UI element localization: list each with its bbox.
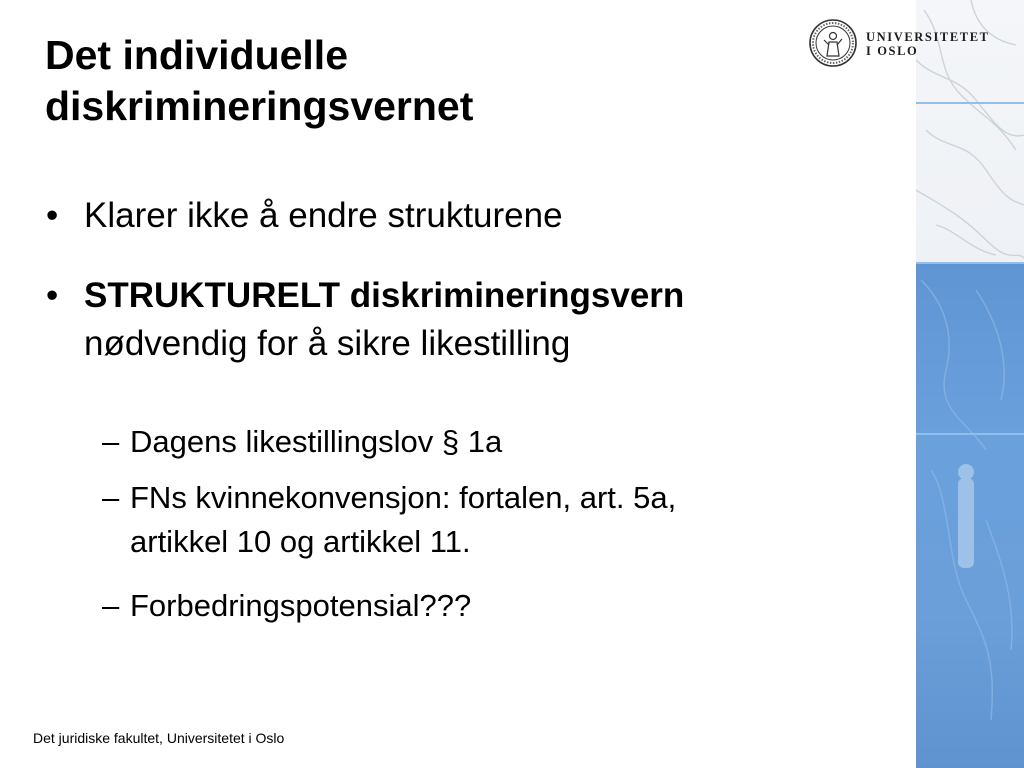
logo-text xyxy=(866,30,990,58)
bullet-marker: • xyxy=(46,276,59,315)
bullet-text: Klarer ikke å endre strukturene xyxy=(84,196,563,235)
logo-line-2: I OSLO xyxy=(866,44,919,58)
bullet-item xyxy=(46,272,906,368)
sub-marker: – xyxy=(102,424,120,459)
sub-text: Dagens likestillingslov § 1a xyxy=(130,424,503,459)
bullet-item xyxy=(46,192,563,240)
strip-rule-bottom xyxy=(916,433,1024,435)
bullet-bold-text: STRUKTURELT diskrimineringsvern xyxy=(84,276,685,315)
sub-list-item xyxy=(102,584,471,628)
sub-text-block xyxy=(130,476,862,564)
sub-list-item xyxy=(102,420,502,464)
sub-text: Forbedringspotensial??? xyxy=(130,588,472,623)
sub-text-line-2: artikkel 10 og artikkel 11. xyxy=(130,524,471,559)
title-line-2: diskrimineringsvernet xyxy=(45,83,474,129)
bullet-text: nødvendig for å sikre likestilling xyxy=(84,324,571,363)
university-seal-icon xyxy=(808,18,858,68)
sub-marker: – xyxy=(102,480,120,515)
strip-rule-middle xyxy=(916,262,1024,264)
decorative-side-strip xyxy=(916,0,1024,768)
footer-text: Det juridiske fakultet, Universitetet i Oslo xyxy=(33,730,285,746)
strip-rule-top xyxy=(916,102,1024,104)
strip-sketch-art xyxy=(916,0,1024,768)
bullet-marker: • xyxy=(46,196,59,235)
logo-line-1: UNIVERSITETET xyxy=(866,30,990,44)
sub-list-item xyxy=(102,476,862,564)
title-line-1: Det individuelle xyxy=(45,32,348,78)
sub-text-line-1: FNs kvinnekonvensjon: fortalen, art. 5a, xyxy=(130,480,677,515)
bullet-text-block xyxy=(84,272,906,368)
slide-title xyxy=(45,30,805,132)
sub-marker: – xyxy=(102,588,120,623)
university-logo xyxy=(808,18,998,70)
